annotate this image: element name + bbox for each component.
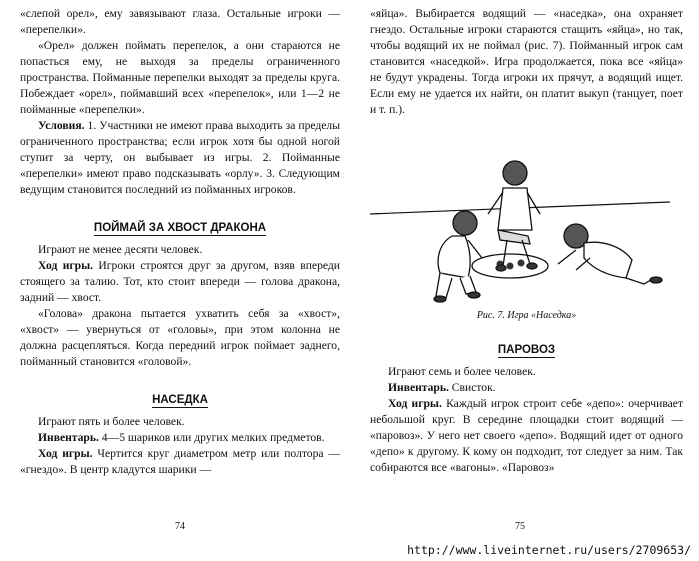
hen-inventory-text: 4—5 шариков или других мелких предметов. [98,431,325,444]
train-heading [370,342,683,358]
train-move-paragraph [370,396,683,476]
conditions-text: 1. Участники не имеют права выходить за пределы ограниченного пространства; если игрок хотя бы одной ногой ступит за черту, он выбывает из игры. 2. Пойманные «перепелки» имеют право подсказывать «орлу». 3. Следующим ведущим становится последний из пойманных игроков. [20,119,340,196]
dragon-rules-paragraph: «Голова» дракона пытается ухватить себя за «хвост», «хвост» — увернуться от «головы», при этом колонна не должна расцепляться. Когда передний игрок поймает заднего, пойманный становится «головой». [20,307,340,368]
dragon-move-text: Игроки строятся друг за другом, взяв впереди стоящего за талию. Тот, кто стоит впереди — голова дракона, задний — хвост. [20,259,340,304]
hen-move-text: Чертится круг диаметром метр или полтора — «гнездо». В центр кладутся шарики — [20,447,340,476]
watermark-url: http://www.liveinternet.ru/users/2709653/ [407,543,691,557]
train-move-label: Ход игры. [388,397,442,410]
train-players-paragraph: Играют семь и более человек. [388,365,536,378]
conditions-paragraph [20,118,340,198]
hen-move-paragraph [20,446,340,478]
conditions-label: Условия. [38,119,85,132]
left-page-number: 74 [175,521,185,532]
train-inventory-label: Инвентарь. [388,381,449,394]
left-continuation-paragraph: «слепой орел», ему завязывают глаза. Остальные игроки — «перепелки». [20,7,340,36]
train-inventory-text: Свисток. [448,381,496,394]
train-inventory-paragraph [370,380,683,396]
eagle-rules-paragraph: «Орел» должен поймать перепелок, а они стараются не попасться ему, не выходя за пределы ограниченного пространства. Пойманные перепелки выходят за пределы круга. Побеждает «орел», поймавший всех «перепелок», или 1—2 не пойманные «перепелки». [20,39,340,116]
children-playing-drawing [370,118,683,308]
hen-inventory-paragraph [20,430,340,446]
train-move-text: Каждый игрок строит себе «депо»: очерчивает небольшой круг. В середине площадки стоит водящий — «паровоз». У него нет своего «депо». Водящий идет от одного «депо» к другому. К кому он подходит, тот следует за ним. Так собираются все «вагоны». «Паровоз» [370,397,683,474]
left-page [20,6,340,561]
hen-players-paragraph: Играют пять и более человек. [38,415,185,428]
hen-heading-text: НАСЕДКА [152,394,208,406]
figure-caption: Рис. 7. Игра «Наседка» [476,310,577,321]
right-page [370,6,683,561]
hen-inventory-label: Инвентарь. [38,431,99,444]
dragon-players-paragraph: Играют не менее десяти человек. [38,243,203,256]
hen-game-illustration [370,118,683,308]
right-page-number: 75 [515,521,525,532]
hen-heading [20,392,340,408]
right-continuation-paragraph: «яйца». Выбирается водящий — «наседка», она охраняет гнездо. Остальные игроки стараются стащить «яйца», но так, чтобы водящий их не поймал (рис. 7). Пойманный игрок сам становится «наседкой». Игра продолжается, пока все «яйца» не будут украдены. Тогда игроки их прячут, а водящий ищет. Если ему не удается их найти, он платит выкуп (танцует, поет и т. п.). [370,7,683,116]
dragon-heading-text: ПОЙМАЙ ЗА ХВОСТ ДРАКОНА [93,222,267,234]
dragon-move-label: Ход игры. [38,259,94,272]
dragon-move-paragraph [20,258,340,306]
hen-move-label: Ход игры. [38,447,93,460]
train-heading-text: ПАРОВОЗ [497,344,556,356]
dragon-heading [20,220,340,236]
